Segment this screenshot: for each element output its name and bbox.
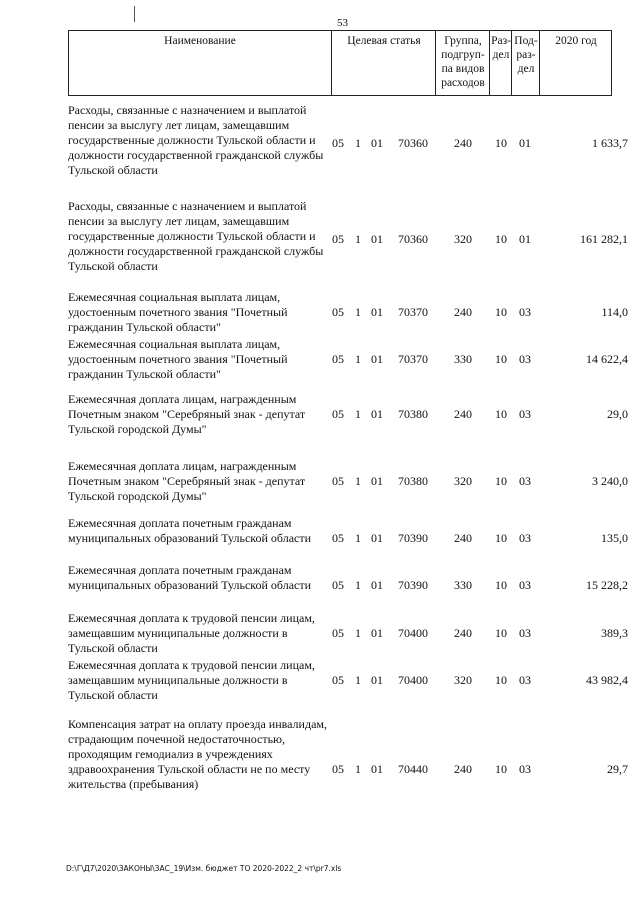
- row-p4: 70400: [398, 673, 428, 687]
- row-name: Ежемесячная доплата лицам, награжденным Почетным знаком "Серебряный знак - депутат Тульской городской Думы": [68, 459, 306, 503]
- row-sub: 01: [519, 136, 531, 150]
- row-p1: 05: [332, 578, 344, 592]
- row-amount: 29,7: [607, 762, 628, 776]
- row-sub: 03: [519, 305, 531, 319]
- row-sec: 10: [495, 232, 507, 246]
- row-p3: 01: [371, 305, 383, 319]
- row-p1: 05: [332, 352, 344, 366]
- row-amount: 114,0: [601, 305, 628, 319]
- header-section-line: дел: [492, 49, 510, 61]
- row-grp: 320: [454, 673, 472, 687]
- row-name: Ежемесячная доплата лицам, награжденным Почетным знаком "Серебряный знак - депутат Тульской городской Думы": [68, 392, 306, 436]
- row-sec: 10: [495, 474, 507, 488]
- row-sec: 10: [495, 762, 507, 776]
- row-p4: 70390: [398, 578, 428, 592]
- header-target-article: [331, 31, 436, 95]
- row-grp: 240: [454, 531, 472, 545]
- row-p1: 05: [332, 305, 344, 319]
- row-p3: 01: [371, 762, 383, 776]
- row-p1: 05: [332, 626, 344, 640]
- row-name: Расходы, связанные с назначением и выплатой пенсии за выслугу лет лицам, замещавшим государственные должности Тульской области и должности государственной гражданской службы Тульской области: [68, 199, 324, 273]
- row-name: Ежемесячная доплата почетным гражданам муниципальных образований Тульской области: [68, 563, 312, 592]
- row-name: Ежемесячная доплата к трудовой пенсии лицам, замещавшим муниципальные должности в Тульской области: [68, 658, 315, 702]
- row-name: Компенсация затрат на оплату проезда инвалидам, страдающим почечной недостаточностью, проходящим гемодиализ в учреждениях здравоохранения Тульской области не по месту жительства (пребывания): [68, 717, 327, 791]
- row-name: Ежемесячная доплата к трудовой пенсии лицам, замещавшим муниципальные должности в Тульской области: [68, 611, 315, 655]
- row-sub: 03: [519, 474, 531, 488]
- row-amount: 14 622,4: [586, 352, 628, 366]
- row-p1: 05: [332, 232, 344, 246]
- header-name: [69, 31, 331, 95]
- row-sec: 10: [495, 578, 507, 592]
- row-p2: 1: [355, 232, 361, 246]
- row-name: Ежемесячная социальная выплата лицам, удостоенным почетного звания "Почетный гражданин Тульской области": [68, 290, 288, 334]
- header-subsection-line: Под-: [514, 35, 538, 47]
- table-header: [68, 30, 612, 96]
- header-subsection: [511, 31, 540, 95]
- row-p3: 01: [371, 578, 383, 592]
- row-grp: 240: [454, 626, 472, 640]
- row-p4: 70370: [398, 305, 428, 319]
- row-p1: 05: [332, 136, 344, 150]
- margin-mark: [134, 6, 135, 22]
- row-grp: 320: [454, 474, 472, 488]
- header-group-line: па видов: [441, 63, 485, 75]
- row-p1: 05: [332, 762, 344, 776]
- row-p3: 01: [371, 626, 383, 640]
- row-sub: 03: [519, 407, 531, 421]
- row-p3: 01: [371, 232, 383, 246]
- row-sub: 03: [519, 578, 531, 592]
- header-name-text: Наименование: [164, 35, 236, 47]
- row-p2: 1: [355, 673, 361, 687]
- row-grp: 330: [454, 578, 472, 592]
- header-year: [539, 31, 612, 95]
- row-p3: 01: [371, 474, 383, 488]
- header-section-line: Раз-: [491, 35, 511, 47]
- row-name: Ежемесячная социальная выплата лицам, удостоенным почетного звания "Почетный гражданин Тульской области": [68, 337, 288, 381]
- row-grp: 240: [454, 762, 472, 776]
- row-p2: 1: [355, 305, 361, 319]
- row-sec: 10: [495, 352, 507, 366]
- header-group-lines: [436, 31, 490, 90]
- row-sec: 10: [495, 626, 507, 640]
- row-p4: 70370: [398, 352, 428, 366]
- page-number: 53: [337, 17, 348, 29]
- row-p3: 01: [371, 136, 383, 150]
- row-p4: 70380: [398, 407, 428, 421]
- file-path-footer: D:\Г\Д7\2020\ЗАКОНЫ\ЗАС_19\Изм. бюджет ТО 2020-2022_2 чт\pr7.xls: [66, 864, 342, 873]
- row-p3: 01: [371, 352, 383, 366]
- header-group: [435, 31, 490, 95]
- row-p2: 1: [355, 578, 361, 592]
- row-p4: 70360: [398, 232, 428, 246]
- row-p2: 1: [355, 474, 361, 488]
- row-amount: 161 282,1: [580, 232, 628, 246]
- row-amount: 135,0: [601, 531, 628, 545]
- row-p2: 1: [355, 136, 361, 150]
- header-year-text: 2020 год: [555, 35, 597, 47]
- row-p1: 05: [332, 531, 344, 545]
- row-sub: 01: [519, 232, 531, 246]
- row-p1: 05: [332, 407, 344, 421]
- row-p2: 1: [355, 531, 361, 545]
- row-p1: 05: [332, 474, 344, 488]
- row-amount: 3 240,0: [592, 474, 628, 488]
- row-amount: 43 982,4: [586, 673, 628, 687]
- row-sub: 03: [519, 531, 531, 545]
- row-p3: 01: [371, 531, 383, 545]
- row-p4: 70380: [398, 474, 428, 488]
- row-p4: 70390: [398, 531, 428, 545]
- row-p3: 01: [371, 407, 383, 421]
- header-section: [489, 31, 512, 95]
- row-sub: 03: [519, 762, 531, 776]
- row-grp: 240: [454, 407, 472, 421]
- row-amount: 1 633,7: [592, 136, 628, 150]
- row-sec: 10: [495, 407, 507, 421]
- row-sec: 10: [495, 136, 507, 150]
- row-name: Ежемесячная доплата почетным гражданам муниципальных образований Тульской области: [68, 516, 312, 545]
- row-amount: 15 228,2: [586, 578, 628, 592]
- row-p4: 70360: [398, 136, 428, 150]
- row-sub: 03: [519, 352, 531, 366]
- row-grp: 240: [454, 136, 472, 150]
- row-grp: 240: [454, 305, 472, 319]
- row-p4: 70400: [398, 626, 428, 640]
- row-sub: 03: [519, 673, 531, 687]
- row-sec: 10: [495, 531, 507, 545]
- row-amount: 29,0: [607, 407, 628, 421]
- row-sub: 03: [519, 626, 531, 640]
- row-amount: 389,3: [601, 626, 628, 640]
- row-name: Расходы, связанные с назначением и выплатой пенсии за выслугу лет лицам, замещавшим государственные должности Тульской области и должности государственной гражданской службы Тульской области: [68, 103, 324, 177]
- header-group-line: подгруп-: [441, 49, 485, 61]
- row-grp: 330: [454, 352, 472, 366]
- row-p2: 1: [355, 762, 361, 776]
- header-group-line: Группа,: [444, 35, 482, 47]
- row-p2: 1: [355, 626, 361, 640]
- row-p2: 1: [355, 352, 361, 366]
- row-p3: 01: [371, 673, 383, 687]
- row-p2: 1: [355, 407, 361, 421]
- header-group-line: расходов: [441, 77, 485, 89]
- header-subsection-line: дел: [517, 63, 535, 75]
- header-target-article-text: Целевая статья: [347, 35, 421, 47]
- row-sec: 10: [495, 305, 507, 319]
- row-sec: 10: [495, 673, 507, 687]
- row-grp: 320: [454, 232, 472, 246]
- header-subsection-line: раз-: [516, 49, 536, 61]
- row-p1: 05: [332, 673, 344, 687]
- row-p4: 70440: [398, 762, 428, 776]
